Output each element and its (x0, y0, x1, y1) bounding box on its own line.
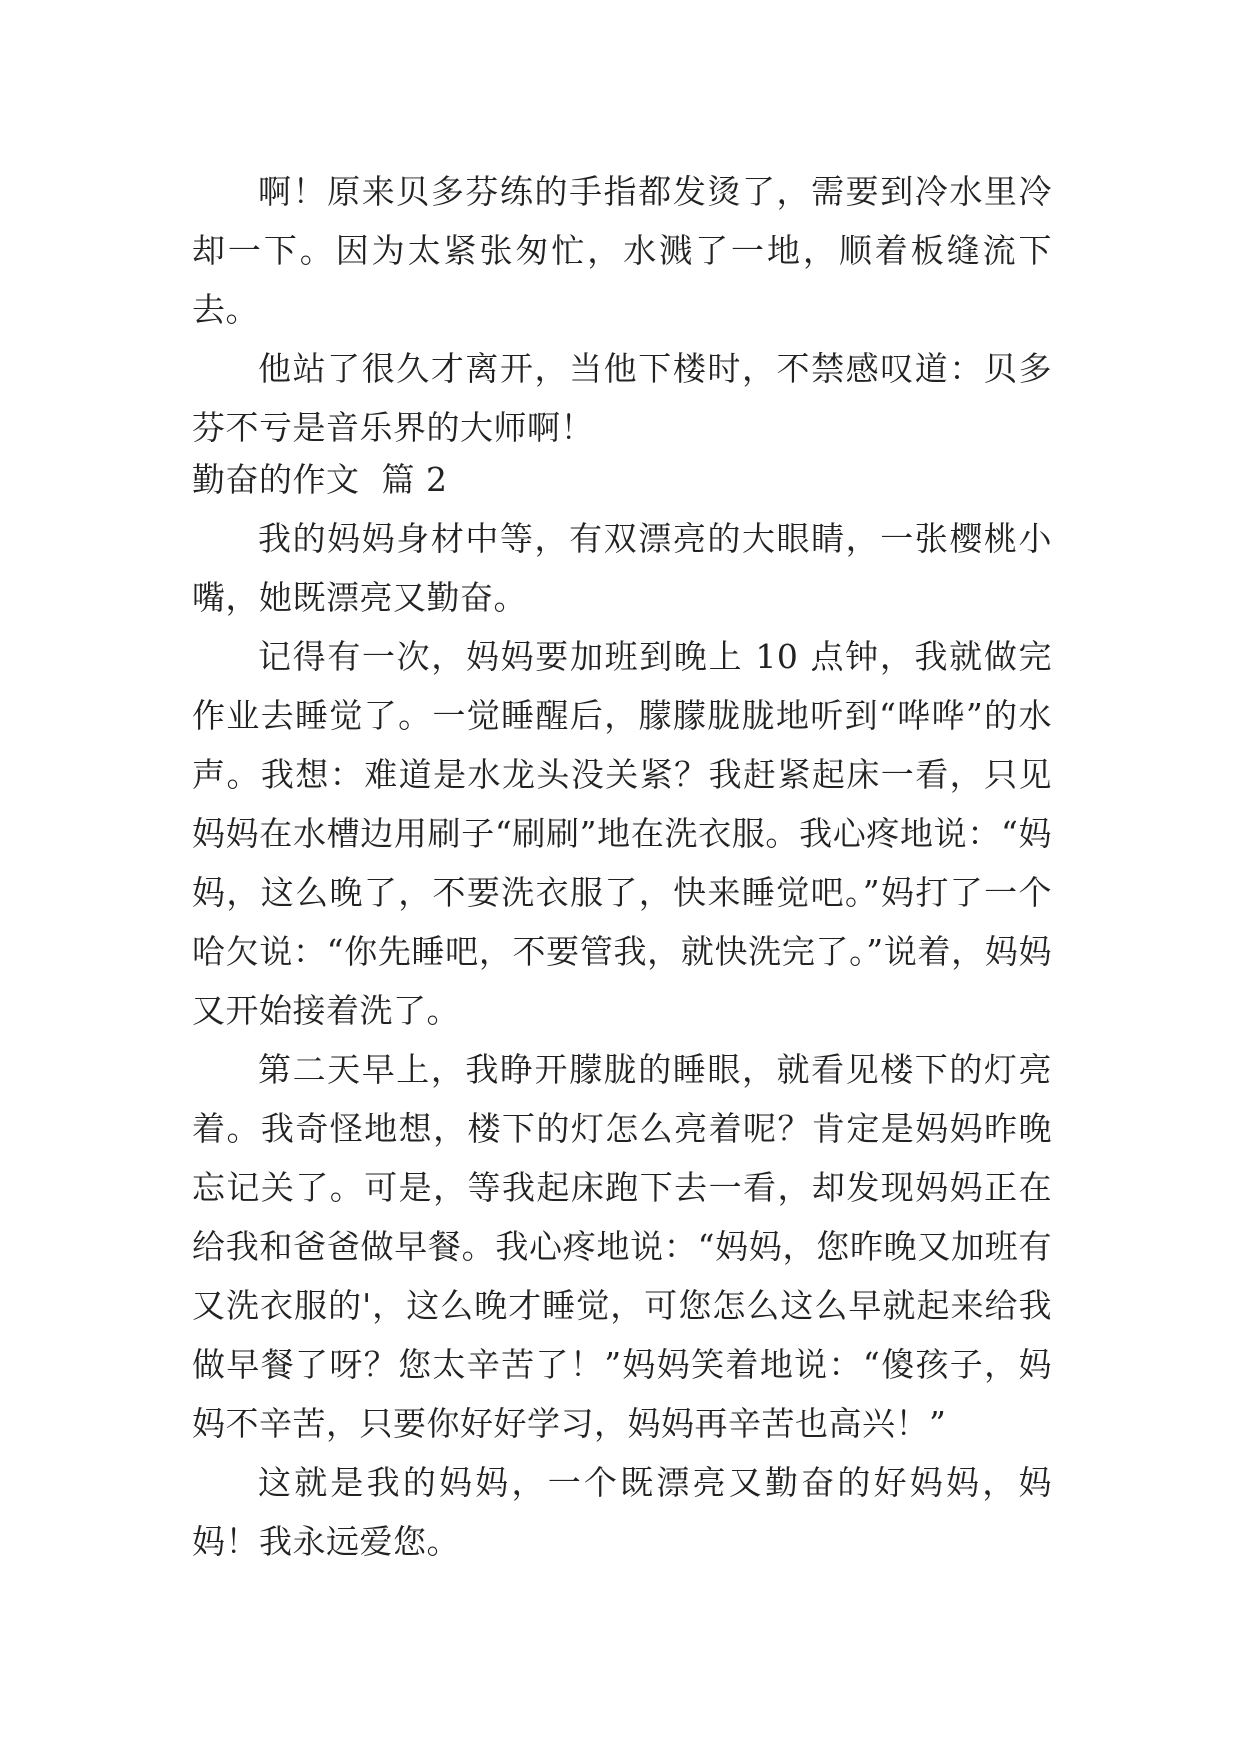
section-2-body (192, 450, 1052, 1571)
section-1-body (192, 162, 1052, 457)
paragraph: 他站了很久才离开，当他下楼时，不禁感叹道：贝多芬不亏是音乐界的大师啊！ (192, 349, 1052, 447)
paragraph: 我的妈妈身材中等，有双漂亮的大眼睛，一张樱桃小嘴，她既漂亮又勤奋。 (192, 519, 1052, 617)
paragraph: 这就是我的妈妈，一个既漂亮又勤奋的好妈妈，妈妈！我永远爱您。 (192, 1463, 1052, 1561)
paragraph: 记得有一次，妈妈要加班到晚上 10 点钟，我就做完作业去睡觉了。一觉睡醒后，朦朦胧胧地听到“哗哗”的水声。我想：难道是水龙头没关紧？我赶紧起床一看，只见妈妈在水槽边用刷子“刷刷”地在洗衣服。我心疼地说：“妈妈，这么晚了，不要洗衣服了，快来睡觉吧。”妈打了一个哈欠说：“你先睡吧，不要管我，就快洗完了。”说着，妈妈又开始接着洗了。 (192, 637, 1052, 1030)
paragraph: 第二天早上，我睁开朦胧的睡眼，就看见楼下的灯亮着。我奇怪地想，楼下的灯怎么亮着呢？肯定是妈妈昨晚忘记关了。可是，等我起床跑下去一看，却发现妈妈正在给我和爸爸做早餐。我心疼地说：“妈妈，您昨晚又加班有又洗衣服的'，这么晚才睡觉，可您怎么这么早就起来给我做早餐了呀？您太辛苦了！”妈妈笑着地说：“傻孩子，妈妈不辛苦，只要你好好学习，妈妈再辛苦也高兴！” (192, 1050, 1052, 1443)
paragraph: 啊！原来贝多芬练的手指都发烫了，需要到冷水里冷却一下。因为太紧张匆忙，水溅了一地，顺着板缝流下去。 (192, 172, 1052, 329)
essay-heading: 勤奋的作文 篇 2 (192, 460, 448, 499)
